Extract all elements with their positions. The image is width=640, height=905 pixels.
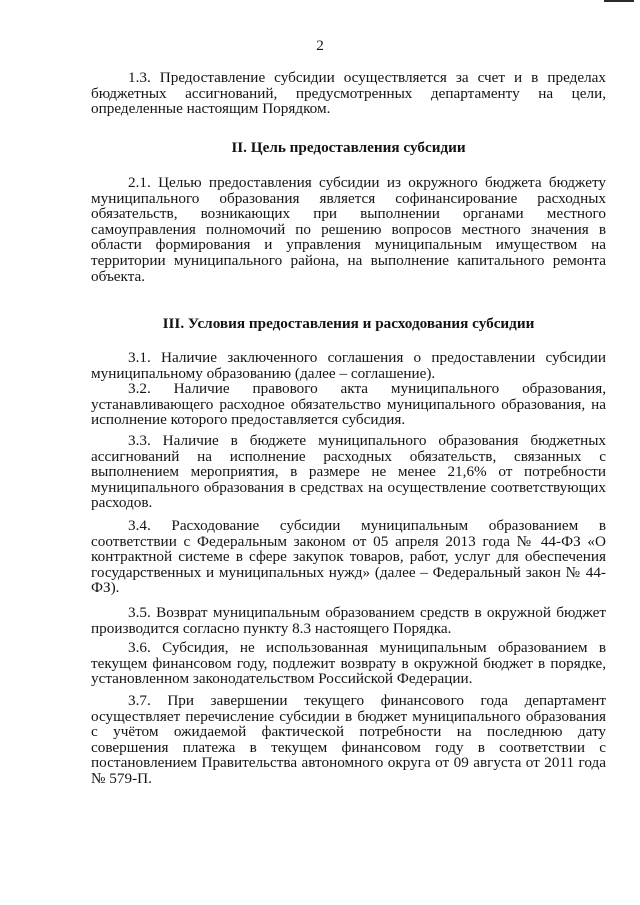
page-number: 2 [316,37,324,54]
paragraph-3-3 [91,433,606,511]
paragraph-3-7 [91,693,606,787]
paragraph-text: 2.1. Целью предоставления субсидии из окружного бюджета бюджету муниципального образования является софинансирование расходных обязательств, возникающих при выполнении органами местного самоуправления полномочий по решению вопросов местного значения в области формирования и управления муниципальным имуществом на территории муниципального района, на выполнение капитального ремонта объекта. [91,174,606,285]
paragraph-text: 3.3. Наличие в бюджете муниципального образования бюджетных ассигнований на исполнение расходных обязательств, связанных с выполнением мероприятия, в размере не менее 21,6% от потребности муниципального образования в средствах на осуществление соответствующих расходов. [91,432,606,512]
paragraph-text: 3.5. Возврат муниципальным образованием средств в окружной бюджет производится согласно пункту 8.3 настоящего Порядка. [91,604,606,637]
paragraph-text: 3.2. Наличие правового акта муниципального образования, устанавливающего расходное обязательство муниципального образования, на исполнение которого предоставляется субсидия. [91,380,606,429]
paragraph-1-3 [91,70,606,117]
paragraph-text: 3.1. Наличие заключенного соглашения о предоставлении субсидии муниципальному образованию (далее – соглашение). [91,349,606,382]
paragraph-3-2 [91,381,606,428]
section-2-title: II. Цель предоставления субсидии [231,139,466,156]
corner-mark [604,0,634,2]
paragraph-3-1 [91,350,606,381]
paragraph-2-1 [91,175,606,284]
paragraph-3-6 [91,640,606,687]
section-3-title: III. Условия предоставления и расходования субсидии [162,315,535,332]
paragraph-3-5 [91,605,606,636]
paragraph-text: 3.6. Субсидия, не использованная муниципальным образованием в текущем финансовом году, подлежит возврату в окружной бюджет в порядке, установленном законодательством Российской Федерации. [91,639,606,688]
paragraph-text: 3.4. Расходование субсидии муниципальным образованием в соответствии с Федеральным законом от 05 апреля 2013 года № 44-ФЗ «О контрактной системе в сфере закупок товаров, работ, услуг для обеспечения государственных и муниципальных нужд» (далее – Федеральный закон № 44-ФЗ). [91,517,606,597]
paragraph-text: 1.3. Предоставление субсидии осуществляется за счет и в пределах бюджетных ассигнований, предусмотренных департаменту на цели, определенные настоящим Порядком. [91,69,606,118]
paragraph-3-4 [91,518,606,596]
paragraph-text: 3.7. При завершении текущего финансового года департамент осуществляет перечисление субсидии в бюджет муниципального образования с учётом ожидаемой фактической потребности на последнюю дату совершения платежа в текущем финансовом году в соответствии с постановлением Правительства автономного округа от 09 августа от 2011 года № 579-П. [91,692,606,787]
